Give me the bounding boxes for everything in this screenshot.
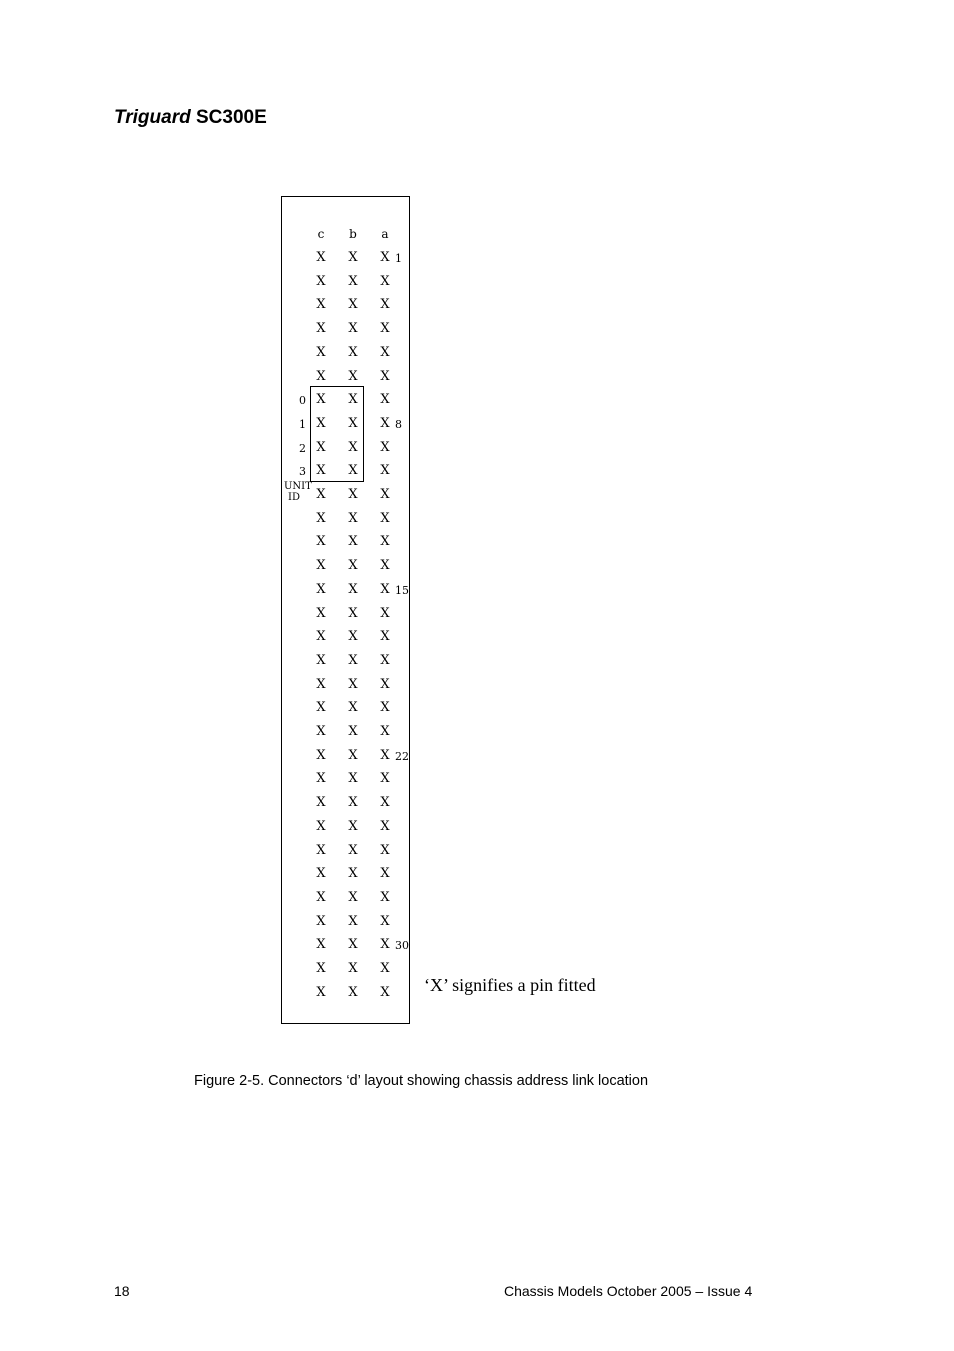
pin-a6: X — [380, 368, 390, 384]
pin-b30: X — [348, 937, 358, 953]
row-number-8: 8 — [395, 417, 402, 431]
pin-b21: X — [348, 724, 358, 739]
pin-a3: X — [380, 297, 390, 313]
pin-a7: X — [380, 392, 390, 408]
pin-c27: X — [316, 866, 326, 882]
pin-a25: X — [380, 818, 390, 834]
unit-id-bit-1: 1 — [299, 417, 306, 431]
pin-c23: X — [316, 771, 326, 787]
pin-a32: X — [380, 984, 390, 1000]
pin-a8: X — [380, 415, 390, 431]
pin-a22: X — [380, 747, 390, 763]
pin-c18: X — [316, 652, 326, 668]
pin-b25: X — [348, 818, 358, 834]
pin-b23: X — [348, 771, 358, 787]
pin-c31: X — [316, 961, 326, 976]
pin-a23: X — [380, 771, 390, 787]
pin-c12: X — [316, 510, 326, 526]
pin-b20: X — [348, 700, 358, 716]
pin-c24: X — [316, 795, 326, 811]
pin-c9: X — [316, 439, 326, 455]
column-label-c: c — [317, 227, 325, 241]
pin-c26: X — [316, 842, 326, 858]
pin-c7: X — [316, 392, 326, 408]
pin-b6: X — [348, 368, 358, 384]
pin-a29: X — [380, 913, 390, 929]
pin-b2: X — [348, 273, 358, 289]
unit-id-bit-2: 2 — [299, 441, 306, 455]
pin-c25: X — [316, 818, 326, 834]
pin-a5: X — [380, 344, 390, 360]
pin-a13: X — [380, 534, 390, 550]
pin-b27: X — [348, 866, 358, 882]
pin-b24: X — [348, 795, 358, 811]
pin-c32: X — [316, 984, 326, 1000]
page-number: 18 — [114, 1283, 130, 1299]
pin-c29: X — [316, 913, 326, 929]
row-number-30: 30 — [395, 939, 409, 953]
pin-c4: X — [316, 321, 326, 337]
pin-a30: X — [380, 937, 390, 953]
figure-caption: Figure 2-5. Connectors ‘d’ layout showing chassis address link location — [194, 1073, 649, 1089]
pin-b5: X — [348, 344, 358, 360]
pin-b12: X — [348, 510, 358, 526]
pin-a1: X — [380, 250, 390, 265]
pin-b3: X — [348, 297, 358, 313]
pin-b9: X — [348, 439, 358, 455]
pin-c21: X — [316, 724, 326, 739]
row-number-1: 1 — [395, 252, 402, 265]
heading-product-family: Triguard — [114, 107, 191, 128]
page-heading — [114, 107, 267, 129]
address-link-box — [310, 386, 364, 482]
pin-a31: X — [380, 961, 390, 976]
pin-b17: X — [348, 629, 358, 645]
pin-b31: X — [348, 961, 358, 976]
pin-b29: X — [348, 913, 358, 929]
pin-a4: X — [380, 321, 390, 337]
pin-c16: X — [316, 605, 326, 621]
pin-c1: X — [316, 250, 326, 265]
pin-a26: X — [380, 842, 390, 858]
pin-b4: X — [348, 321, 358, 337]
column-label-b: b — [349, 227, 357, 241]
pin-b18: X — [348, 652, 358, 668]
pin-c8: X — [316, 415, 326, 431]
pin-b14: X — [348, 558, 358, 574]
pin-a9: X — [380, 439, 390, 455]
pin-c14: X — [316, 558, 326, 574]
pin-a21: X — [380, 724, 390, 739]
pin-c6: X — [316, 368, 326, 384]
pin-c11: X — [316, 487, 326, 502]
pin-c3: X — [316, 297, 326, 313]
pin-a12: X — [380, 510, 390, 526]
pin-b7: X — [348, 392, 358, 408]
pin-a11: X — [380, 487, 390, 502]
pin-b15: X — [348, 581, 358, 597]
pin-c28: X — [316, 889, 326, 905]
pin-legend: ‘X’ signifies a pin fitted — [424, 975, 596, 995]
pin-a14: X — [380, 558, 390, 574]
pin-a19: X — [380, 676, 390, 692]
pin-b1: X — [348, 250, 358, 265]
pin-c19: X — [316, 676, 326, 692]
pin-c2: X — [316, 273, 326, 289]
pin-a20: X — [380, 700, 390, 716]
column-label-a: a — [381, 227, 389, 241]
pin-c13: X — [316, 534, 326, 550]
pin-a15: X — [380, 581, 390, 597]
unit-id-label-line2: ID — [288, 492, 300, 503]
heading-model: SC300E — [196, 107, 267, 128]
pin-a17: X — [380, 629, 390, 645]
pin-a2: X — [380, 273, 390, 289]
unit-id-label — [284, 481, 312, 503]
pin-b32: X — [348, 984, 358, 1000]
unit-id-bit-0: 0 — [299, 394, 306, 408]
pin-b8: X — [348, 415, 358, 431]
pin-b13: X — [348, 534, 358, 550]
pin-b19: X — [348, 676, 358, 692]
pin-b16: X — [348, 605, 358, 621]
pin-a24: X — [380, 795, 390, 811]
pin-b28: X — [348, 889, 358, 905]
pin-a16: X — [380, 605, 390, 621]
row-number-15: 15 — [395, 583, 409, 597]
footer-document-info: Chassis Models October 2005 – Issue 4 — [504, 1283, 753, 1299]
pin-c20: X — [316, 700, 326, 716]
row-number-22: 22 — [395, 749, 409, 763]
pin-c22: X — [316, 747, 326, 763]
unit-id-bit-3: 3 — [299, 465, 306, 479]
pin-b22: X — [348, 747, 358, 763]
pin-b26: X — [348, 842, 358, 858]
pin-c5: X — [316, 344, 326, 360]
pin-c10: X — [316, 463, 326, 479]
pin-c15: X — [316, 581, 326, 597]
unit-id-label-line1: UNIT — [284, 481, 312, 492]
pin-b11: X — [348, 487, 358, 502]
pin-a27: X — [380, 866, 390, 882]
pin-a28: X — [380, 889, 390, 905]
pin-c17: X — [316, 629, 326, 645]
pin-b10: X — [348, 463, 358, 479]
pin-a18: X — [380, 652, 390, 668]
pin-a10: X — [380, 463, 390, 479]
pin-c30: X — [316, 937, 326, 953]
